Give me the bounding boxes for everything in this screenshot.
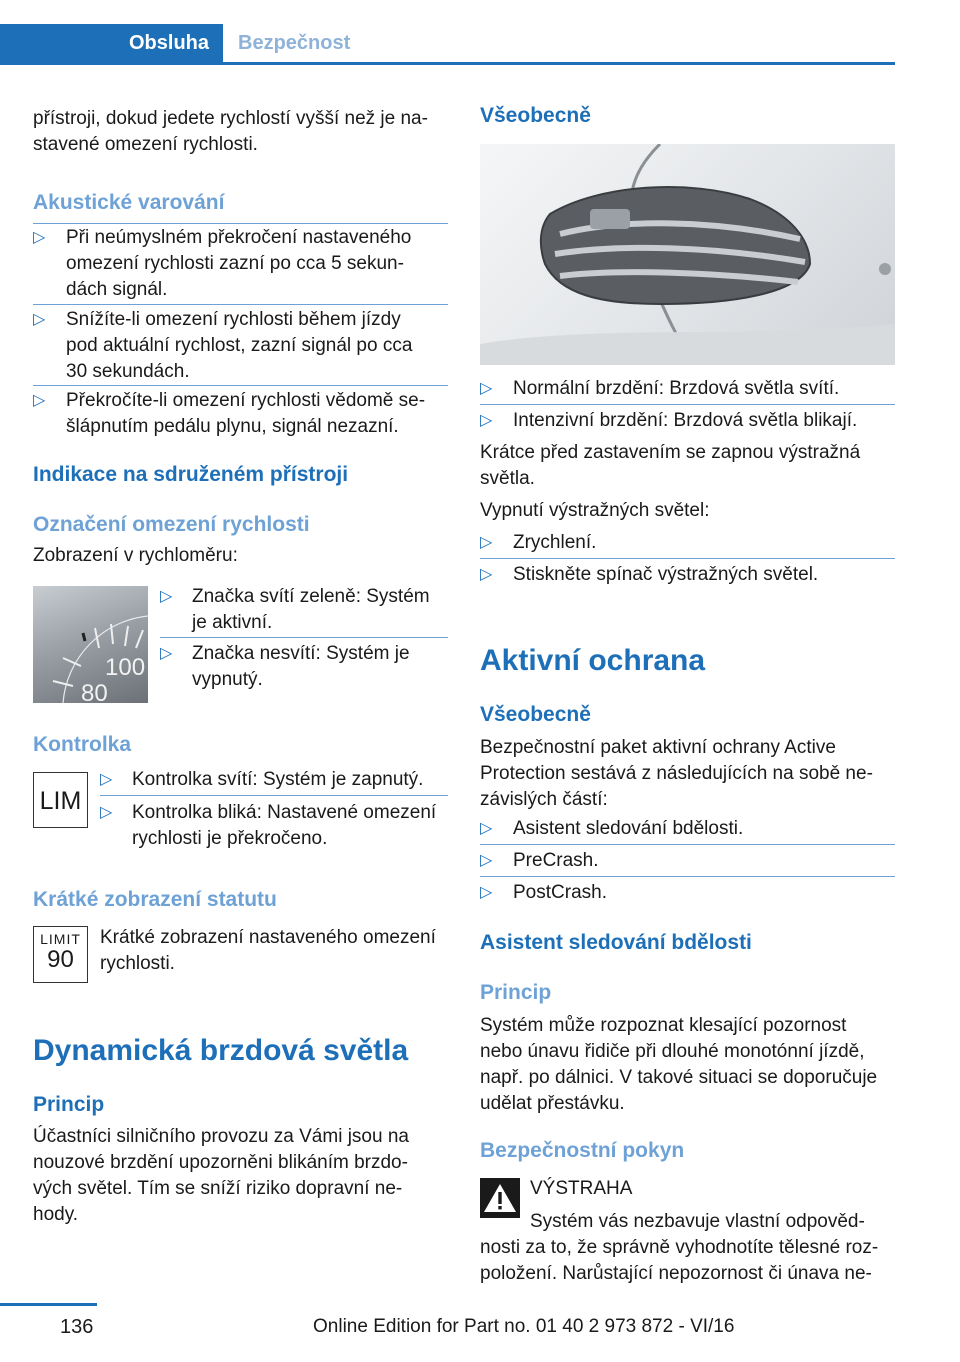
triangle-bullet-icon: ▷ <box>480 820 493 837</box>
triangle-bullet-icon: ▷ <box>33 311 46 328</box>
hazard-lights-text: Krátce před zastavením se zapnou výstražná světla. <box>480 442 861 489</box>
warning-text: nosti za to, že správně vyhodnotíte tělesné roz- položení. Narůstající nepozornost či únava ne- <box>480 1237 879 1284</box>
status-display-heading: Krátké zobrazení statutu <box>33 888 277 911</box>
separator <box>100 795 448 796</box>
chapter-tabs <box>0 24 895 65</box>
switch-off-text: Vypnutí výstražných světel: <box>480 500 710 521</box>
speed-limit-marking-heading: Označení omezení rychlosti <box>33 513 310 536</box>
list-item: ▷ Zrychlení. <box>480 530 900 556</box>
speedo-value-100: 100 <box>105 654 146 681</box>
triangle-bullet-icon: ▷ <box>33 392 46 409</box>
separator <box>160 637 448 638</box>
active-protection-heading: Aktivní ochrana <box>480 644 706 677</box>
separator <box>480 876 895 877</box>
principle-heading: Princip <box>33 1093 105 1116</box>
separator <box>480 558 895 559</box>
status-display-text: Krátké zobrazení nastaveného omezení rychlosti. <box>100 927 436 974</box>
list-item: ▷ Značka nesvítí: Systém je vypnutý. <box>160 643 410 690</box>
tab-obsluha[interactable]: Obsluha <box>0 24 223 62</box>
triangle-bullet-icon: ▷ <box>100 771 113 788</box>
indication-heading: Indikace na sdruženém přístroji <box>33 463 349 486</box>
principle-text: Účastníci silničního provozu za Vámi jsou na nouzové brzdění upozorněni blikáním brzdo- vých světel. Tím se sníží riziko dopravní ne- hody. <box>33 1126 409 1225</box>
general-heading-2: Všeobecně <box>480 703 591 726</box>
page-number: 136 <box>60 1316 94 1338</box>
list-item: ▷ Překročíte-li omezení rychlosti vědomě se- šlápnutím pedálu plynu, signál nezazní. <box>33 390 426 437</box>
attention-principle-text: Systém může rozpoznat klesající pozornost nebo únavu řidiče při dlouhé monotónní jízdě, např. po dálnici. V takové situaci se doporučuje udělat přestávku. <box>480 1015 878 1114</box>
lim-indicator-icon: LIM <box>33 772 88 828</box>
separator <box>480 844 895 845</box>
safety-note-heading: Bezpečnostní pokyn <box>480 1139 685 1162</box>
list-item: ▷ Kontrolka svítí: Systém je zapnutý. <box>100 767 455 793</box>
active-protection-text: Bezpečnostní paket aktivní ochrany Active Protection sestává z následujících na sobě ne- závislých částí: <box>480 737 873 810</box>
principle-heading-2: Princip <box>480 981 552 1004</box>
list-item: ▷ Asistent sledování bdělosti. <box>480 816 900 842</box>
list-item: ▷ Normální brzdění: Brzdová světla svítí. <box>480 376 900 402</box>
speedo-value-80: 80 <box>81 680 108 703</box>
triangle-bullet-icon: ▷ <box>480 566 493 583</box>
triangle-bullet-icon: ▷ <box>160 645 173 662</box>
attention-assistant-heading: Asistent sledování bdělosti <box>480 931 752 954</box>
general-heading: Všeobecně <box>480 104 591 127</box>
triangle-bullet-icon: ▷ <box>480 534 493 551</box>
tab-bezpecnost[interactable]: Bezpečnost <box>238 32 351 54</box>
list-item: ▷ Stiskněte spínač výstražných světel. <box>480 562 900 588</box>
triangle-bullet-icon: ▷ <box>480 852 493 869</box>
list-item: ▷ Značka svítí zeleně: Systém je aktivní. <box>160 586 430 633</box>
edition-note: Online Edition for Part no. 01 40 2 973 872 - VI/16 <box>313 1316 735 1337</box>
footer-rule <box>0 1303 97 1306</box>
list-item: ▷ PreCrash. <box>480 848 900 874</box>
warning-text-first-line: Systém vás nezbavuje vlastní odpověd- <box>530 1211 865 1232</box>
list-item: ▷ PostCrash. <box>480 880 900 906</box>
warning-title: VÝSTRAHA <box>530 1178 633 1199</box>
triangle-bullet-icon: ▷ <box>480 380 493 397</box>
separator <box>33 223 448 224</box>
separator <box>480 404 895 405</box>
separator <box>33 385 448 386</box>
triangle-bullet-icon: ▷ <box>100 804 113 821</box>
triangle-bullet-icon: ▷ <box>160 588 173 605</box>
triangle-bullet-icon: ▷ <box>33 229 46 246</box>
warning-triangle-icon <box>480 1178 520 1218</box>
speedometer-label: Zobrazení v rychloměru: <box>33 545 238 566</box>
triangle-bullet-icon: ▷ <box>480 884 493 901</box>
acoustic-warning-heading: Akustické varování <box>33 191 225 214</box>
triangle-bullet-icon: ▷ <box>480 412 493 429</box>
intro-text: přístroji, dokud jedete rychlostí vyšší než je na- stavené omezení rychlosti. <box>33 108 428 155</box>
separator <box>33 304 448 305</box>
dynamic-brake-lights-heading: Dynamická brzdová světla <box>33 1034 409 1067</box>
speedometer-image <box>33 586 148 703</box>
tail-light-image <box>480 144 895 365</box>
indicator-lamp-heading: Kontrolka <box>33 733 132 756</box>
list-item: ▷ Při neúmyslném překročení nastaveného omezení rychlosti zazní po cca 5 sekun- dách signál. <box>33 227 412 300</box>
list-item: ▷ Kontrolka bliká: Nastavené omezení rychlosti je překročeno. <box>100 802 437 849</box>
limit-display-icon: LIMIT 90 <box>33 926 88 983</box>
list-item: ▷ Snížíte-li omezení rychlosti během jízdy pod aktuální rychlost, zazní signál po cca 30 sekundách. <box>33 309 413 382</box>
list-item: ▷ Intenzivní brzdění: Brzdová světla blikají. <box>480 408 900 434</box>
